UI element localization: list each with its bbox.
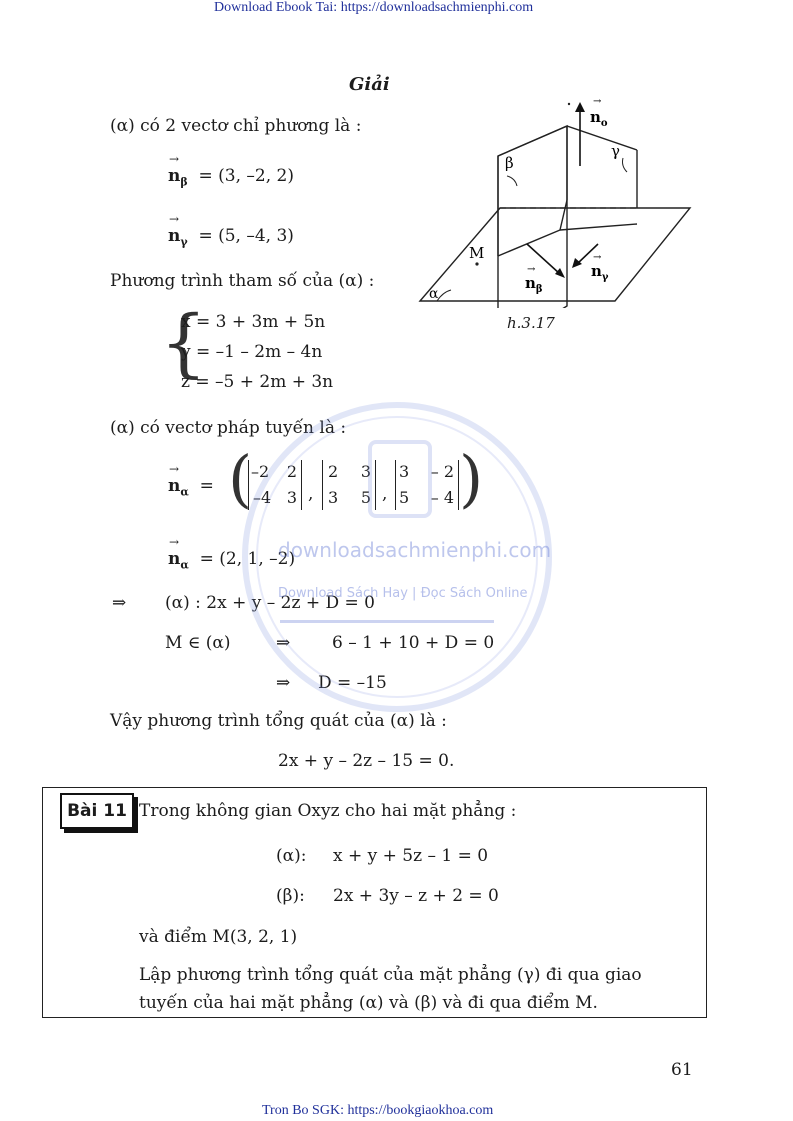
paren-left: ( <box>228 442 253 515</box>
svg-text:→: → <box>593 98 602 107</box>
solution-title: Giải <box>349 74 390 95</box>
header-link[interactable]: Download Ebook Tai: https://downloadsachmienphi.com <box>214 0 534 15</box>
page-number: 61 <box>671 1060 693 1080</box>
paren-right: ) <box>459 442 484 515</box>
svg-text:→: → <box>527 264 536 275</box>
m-in-alpha: M ∈ (α) <box>165 633 231 653</box>
label-n-beta: $n_\beta$ <box>525 274 543 295</box>
watermark-main: downloadsachmienphi.com <box>278 538 552 562</box>
vector-n-alpha-value: → $n_\alpha = (2$, 1, –2) <box>168 549 295 571</box>
point-m: và điểm M(3, 2, 1) <box>139 927 298 947</box>
alpha-label: (α): <box>276 846 307 866</box>
label-n0: $n_o$ <box>590 108 608 129</box>
implies-3: ⇒ <box>276 673 291 693</box>
direction-vectors-intro: (α) có 2 vectơ chỉ phương là : <box>110 116 362 136</box>
comma-2: , <box>382 484 388 504</box>
label-n-gamma: $n_\gamma$ <box>591 262 609 283</box>
beta-equation: 2x + 3y – z + 2 = 0 <box>333 886 499 906</box>
implies-1: ⇒ <box>112 593 127 613</box>
task-line-2: tuyến của hai mặt phẳng (α) và (β) và đi qua điểm M. <box>139 993 598 1013</box>
implies-2: ⇒ <box>276 633 291 653</box>
d-value: D = –15 <box>318 673 387 693</box>
exercise-badge: Bài 11 <box>60 793 134 829</box>
param-z: z = –5 + 2m + 3n <box>181 372 334 392</box>
label-point-m: M <box>469 244 485 262</box>
alpha-equation: x + y + 5z – 1 = 0 <box>333 846 489 866</box>
determinant-1: –2 2 –4 3 <box>248 460 302 510</box>
svg-text:→: → <box>593 252 602 263</box>
substitution: 6 – 1 + 10 + D = 0 <box>332 633 495 653</box>
beta-label: (β): <box>276 886 305 906</box>
vector-n-alpha-label: → $n_\alpha$ = <box>168 476 214 498</box>
determinant-3: 3 – 2 5 – 4 <box>395 460 459 510</box>
watermark-sub: Download Sách Hay | Đọc Sách Online <box>278 586 528 601</box>
label-beta: β <box>505 154 514 172</box>
vector-n-beta: → $n_\beta = (3$, –2, 2) <box>168 166 294 188</box>
exercise-intro: Trong không gian Oxyz cho hai mặt phẳng : <box>139 801 517 821</box>
task-line-1: Lập phương trình tổng quát của mặt phẳng (γ) đi qua giao <box>139 965 642 985</box>
plane-equation: (α) : 2x + y – 2z + D = 0 <box>165 593 375 613</box>
label-gamma: γ <box>611 142 620 160</box>
param-x: x = 3 + 3m + 5n <box>181 312 326 332</box>
conclusion: Vậy phương trình tổng quát của (α) là : <box>110 711 447 731</box>
book-icon <box>368 440 432 518</box>
param-y: y = –1 – 2m – 4n <box>181 342 323 362</box>
label-alpha: α <box>429 286 439 302</box>
figure-caption: h.3.17 <box>507 314 555 332</box>
determinant-2: 2 3 3 5 <box>322 460 376 510</box>
watermark-underline <box>280 620 494 623</box>
comma-1: , <box>308 484 314 504</box>
footer-link[interactable]: Tron Bo SGK: https://bookgiaokhoa.com <box>262 1103 494 1118</box>
final-equation: 2x + y – 2z – 15 = 0. <box>278 751 455 771</box>
param-intro: Phương trình tham số của (α) : <box>110 271 375 291</box>
figure-planes <box>415 98 700 308</box>
normal-intro: (α) có vectơ pháp tuyến là : <box>110 418 347 438</box>
system-brace: { <box>160 300 208 386</box>
vector-n-gamma: → $n_\gamma = (5$, –4, 3) <box>168 226 294 248</box>
